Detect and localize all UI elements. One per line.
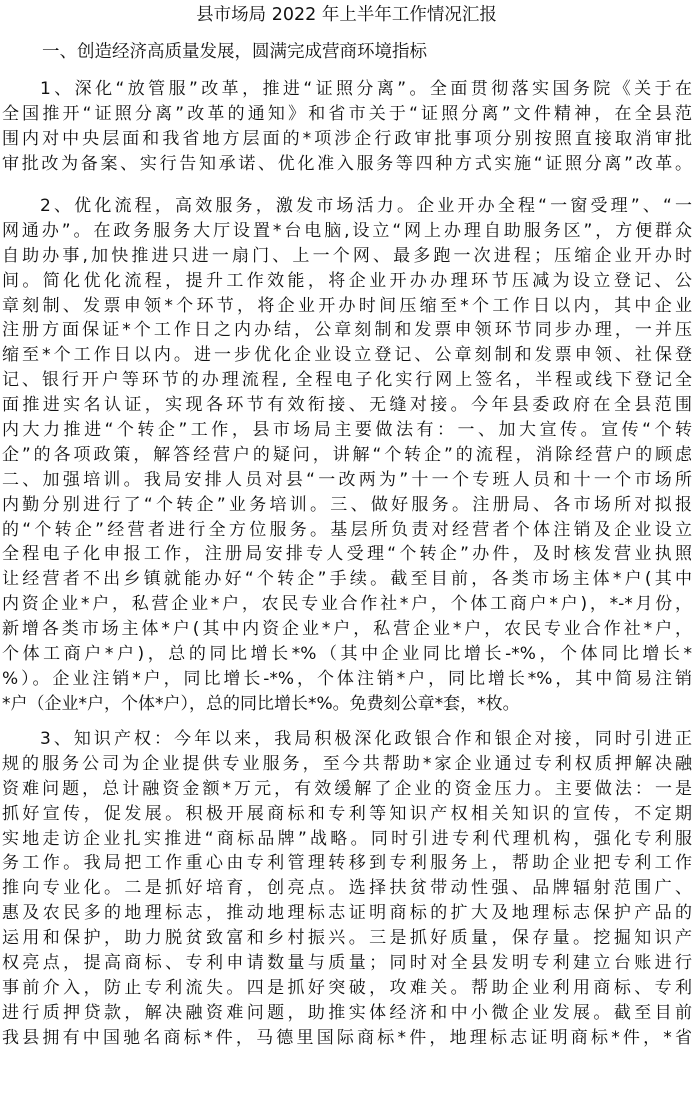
paragraph-line: 实地走访企业扎实推进“商标品牌”战略。同时引进专利代理机构，强化专利服 (2, 828, 692, 849)
document-title: 县市场局 2022 年上半年工作情况汇报 (196, 5, 497, 25)
paragraph-line: 1、深化“放管服”改革，推进“证照分离”。全面贯彻落实国务院《关于在 (40, 79, 692, 99)
paragraph-line: 内勤分别进行了“个转企”业务培训。三、做好服务。注册局、各市场所对拟报 (2, 494, 692, 515)
paragraph-line: 进行质押贷款，解决融资难问题，助推实体经济和中小微企业发展。截至目前 (2, 1002, 692, 1023)
paragraph-line: 惠及农民多的地理标志，推动地理标志证明商标的扩大及地理标志保护产品的 (2, 903, 692, 924)
paragraph-line: 让经营者不出乡镇就能办好“个转企”手续。截至目前，各类市场主体*户(其中 (2, 569, 692, 590)
paragraph-line: 企”的各项政策，解答经营户的疑问，讲解“个转企”的流程，消除经营户的顾虑 (2, 444, 692, 465)
paragraph-line: 资难问题，总计融资金额*万元，有效缓解了企业的资金压力。主要做法：一是 (2, 778, 692, 799)
paragraph-line: 运用和保护，助力脱贫致富和乡村振兴。三是抓好质量，保存量。挖掘知识产 (2, 928, 692, 949)
paragraph-line: 自助办事,加快推进只进一扇门、上一个网、最多跑一次进程；压缩企业开办时 (2, 245, 692, 266)
paragraph-line: 事前介入，防止专利流失。四是抓好突破，攻难关。帮助企业利用商标、专利 (2, 977, 692, 998)
paragraph-line: 内大力推进“个转企”工作，县市场局主要做法有：一、加大宣传。宣传“个转 (2, 420, 692, 441)
paragraph-line: 内资企业*户，私营企业*户，农民专业合作社*户，个体工商户*户)，*-*月份， (2, 594, 692, 615)
paragraph-line: 的“个转企”经营者进行全方位服务。基层所负责对经营者个体注销及企业设立 (2, 519, 692, 540)
paragraph-line: 个体工商户*户)，总的同比增长*%（其中企业同比增长-*%，个体同比增长* (2, 644, 692, 665)
paragraph-line: 2、优化流程，高效服务，激发市场活力。企业开办全程“一窗受理”、“一 (40, 196, 692, 216)
paragraph-line: 面推进实名认证，实现各环节有效衔接、无缝对接。今年县委政府在全县范围 (2, 395, 692, 416)
paragraph-line: 围内对中央层面和我省地方层面的*项涉企行政审批事项分别按照直接取消审批 (2, 128, 692, 149)
paragraph-line: 审批改为备案、实行告知承诺、优化准入服务等四种方式实施“证照分离”改革。 (2, 153, 692, 174)
paragraph-3 (2, 727, 692, 1051)
section-heading: 一、创造经济高质量发展，圆满完成营商环境指标 (42, 42, 427, 62)
paragraph-line: 全国推开“证照分离”改革的通知》和省市关于“证照分离”文件精神，在全县范 (2, 103, 692, 124)
paragraph-line: 我县拥有中国驰名商标*件，马德里国际商标*件，地理标志证明商标*件，*省 (2, 1027, 692, 1048)
paragraph-line: 3、知识产权：今年以来，我局积极深化政银合作和银企对接，同时引进正 (40, 729, 692, 749)
paragraph-line: 章刻制、发票申领*个环节，将企业开办时间压缩至*个工作日以内，其中企业 (2, 295, 692, 316)
paragraph-line: 新增各类市场主体*户(其中内资企业*户，私营企业*户，农民专业合作社*户， (2, 619, 692, 640)
paragraph-line: 务工作。我局把工作重心由专利管理转移到专利服务上，帮助企业把专利工作 (2, 853, 692, 874)
paragraph-line: 全程电子化申报工作，注册局安排专人受理“个转企”办件，及时核发营业执照 (2, 544, 692, 565)
paragraph-line: 规的服务公司为企业提供专业服务，至今共帮助*家企业通过专利权质押解决融 (2, 753, 692, 774)
paragraph-line: 缩至*个工作日以内。进一步优化企业设立登记、公章刻制和发票申领、社保登 (2, 345, 692, 366)
paragraph-1 (2, 77, 692, 177)
paragraph-line: 间。简化优化流程，提升工作效能，将企业开办办理环节压减为设立登记、公 (2, 270, 692, 291)
paragraph-2 (2, 194, 692, 717)
paragraph-line: 记、银行开户等环节的办理流程, 全程电子化实行网上签名，半程或线下登记全 (2, 370, 692, 391)
paragraph-line: *户（企业*户，个体*户），总的同比增长*%。免费刻公章*套，*枚。 (2, 693, 520, 714)
paragraph-line: 推向专业化。二是抓好培育，创亮点。选择扶贫带动性强、品牌辐射范围广、 (2, 878, 692, 899)
paragraph-line: 权亮点，提高商标、专利申请数量与质量；同时对全县发明专利建立台账进行 (2, 953, 692, 974)
paragraph-line: 二、加强培训。我局安排人员对县“一改两为”十一个专班人员和十一个市场所 (2, 469, 692, 490)
paragraph-line: %）。企业注销*户，同比增长-*%，个体注销*户，同比增长*%，其中简易注销 (2, 668, 692, 689)
paragraph-line: 网通办”。在政务服务大厅设置*台电脑,设立“网上办理自助服务区”，方便群众 (2, 220, 692, 241)
paragraph-line: 注册方面保证*个工作日之内办结，公章刻制和发票申领环节同步办理，一并压 (2, 320, 692, 341)
paragraph-line: 抓好宣传，促发展。积极开展商标和专利等知识产权相关知识的宣传，不定期 (2, 803, 692, 824)
